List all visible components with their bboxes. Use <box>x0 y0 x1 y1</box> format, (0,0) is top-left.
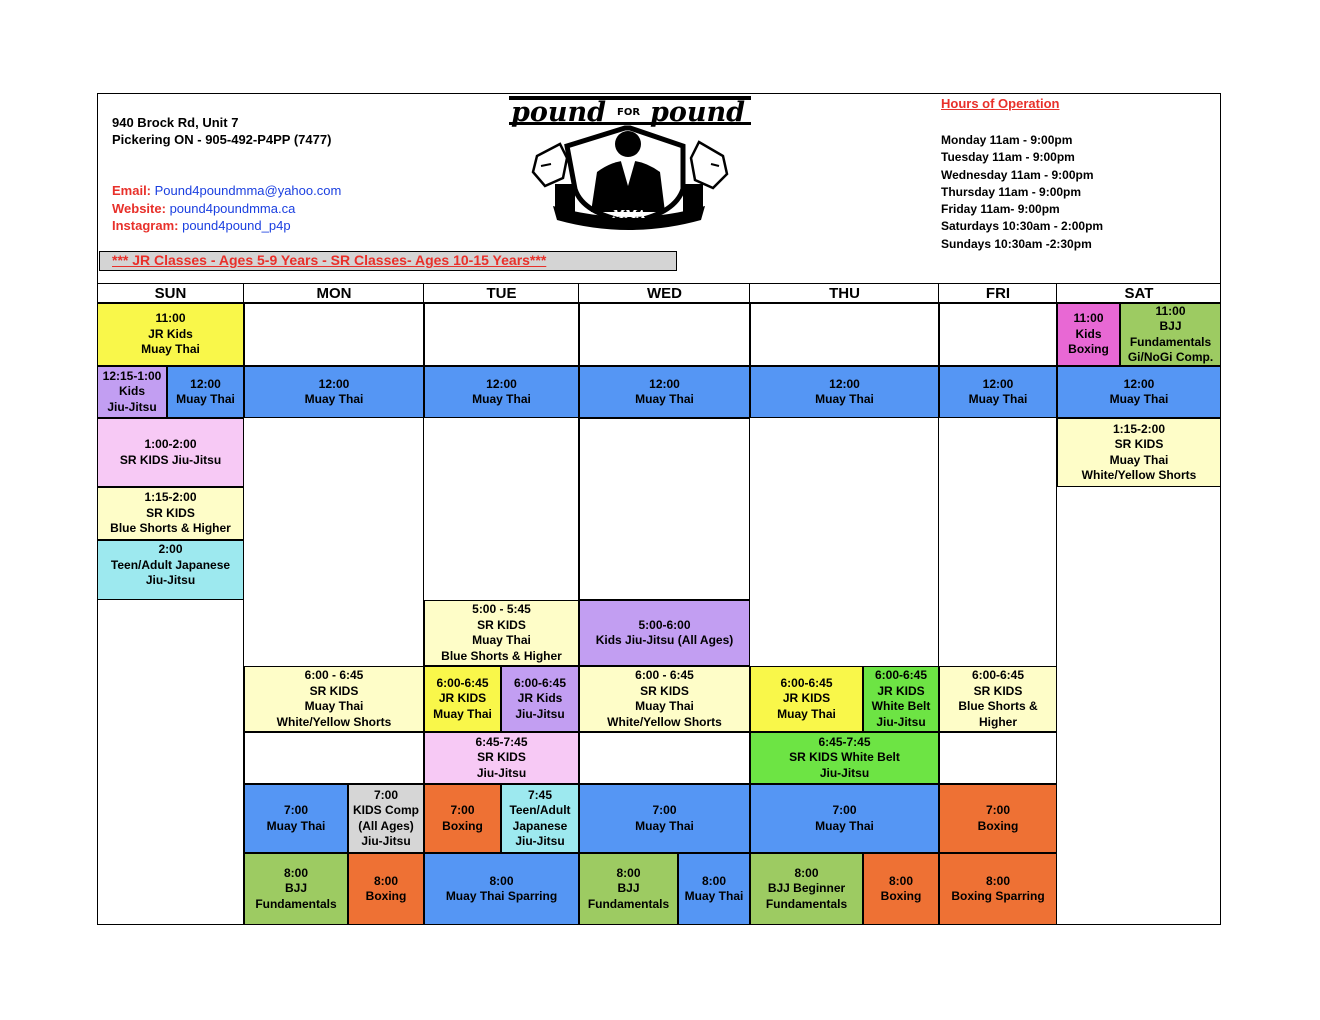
class-text-line: JR KIDS <box>438 691 487 706</box>
class-text-line: Blue Shorts & Higher <box>441 648 562 663</box>
address-line-1: 940 Brock Rd, Unit 7 <box>112 115 239 130</box>
day-header-wed: WED <box>579 283 750 303</box>
class-text-line: BJJ <box>617 881 640 896</box>
class-text-line: SR KIDS <box>309 683 359 698</box>
empty-slot <box>750 303 939 366</box>
address-line-2: Pickering ON - 905-492-P4PP (7477) <box>112 132 332 147</box>
class-text-line: KIDS Comp <box>353 803 419 817</box>
class-text-line: Gi/NoGi Comp. <box>1127 350 1214 364</box>
class-text-line: JR KIDS <box>877 683 925 698</box>
class-text-line: Higher <box>978 714 1017 729</box>
class-text-line: JR KIDS <box>782 691 831 706</box>
class-text-line: Fundamentals <box>587 896 670 911</box>
class-text-line: Muay Thai <box>266 818 326 833</box>
class-block[interactable] <box>1057 366 1221 418</box>
class-text-line: 12:00 <box>982 376 1014 391</box>
class-text-line: White/Yellow Shorts <box>1081 468 1197 482</box>
class-text-line: 6:45-7:45 <box>818 734 871 749</box>
class-text-line: 12:00 <box>829 376 860 391</box>
class-block[interactable] <box>97 303 244 366</box>
class-text-line: Kids Jiu-Jitsu (All Ages) <box>595 633 734 647</box>
class-block[interactable] <box>348 853 424 925</box>
day-header-tue: TUE <box>424 283 579 303</box>
class-text-line: Boxing <box>977 818 1019 833</box>
class-text-line: 6:00-6:45 <box>874 668 928 682</box>
hours-thursday: Thursday 11am - 9:00pm <box>941 184 1082 199</box>
class-text-line: SR KIDS <box>640 683 689 698</box>
class-text-line: Muay Thai <box>304 392 364 406</box>
class-block[interactable] <box>750 666 863 732</box>
website-link[interactable]: pound4poundmma.ca <box>169 200 296 216</box>
class-text-line: SR KIDS <box>477 750 526 765</box>
class-text-line: Boxing <box>880 889 922 903</box>
class-text-line: Japanese <box>512 818 568 833</box>
class-text-line: Jiu-Jitsu <box>361 834 411 848</box>
class-text-line: JR Kids <box>517 691 563 706</box>
class-block[interactable] <box>750 732 939 784</box>
class-text-line: Muay Thai <box>635 392 694 406</box>
class-block[interactable] <box>97 487 244 540</box>
class-text-line: SR KIDS <box>477 617 526 632</box>
class-text-line: 1:15-2:00 <box>144 490 197 505</box>
class-text-line: BJJ Beginner <box>767 881 846 896</box>
class-text-line: SR KIDS <box>1114 437 1164 451</box>
class-text-line: Jiu-Jitsu <box>819 765 870 780</box>
class-text-line: 12:15-1:00 <box>102 368 162 383</box>
class-block[interactable] <box>579 366 750 418</box>
class-text-line: 12:00 <box>318 376 350 391</box>
class-block[interactable] <box>97 418 244 487</box>
class-block[interactable] <box>424 784 501 853</box>
class-text-line: 8:00 <box>616 865 641 880</box>
empty-slot <box>579 303 750 366</box>
class-text-line: 11:00 <box>155 311 186 326</box>
class-text-line: Muay Thai Sparring <box>445 889 558 903</box>
class-block[interactable] <box>1120 303 1221 366</box>
class-block[interactable] <box>244 784 348 853</box>
class-text-line: 6:00-6:45 <box>971 668 1025 682</box>
class-text-line: 7:00 <box>985 803 1011 817</box>
class-text-line: Blue Shorts & Higher <box>110 521 231 536</box>
class-block[interactable] <box>750 784 939 853</box>
class-text-line: SR KIDS <box>146 505 195 520</box>
class-text-line: White/Yellow Shorts <box>276 714 392 729</box>
class-block[interactable] <box>579 600 750 666</box>
class-block[interactable] <box>678 853 750 925</box>
class-text-line: Blue Shorts & <box>958 699 1038 713</box>
class-text-line: 7:45 <box>527 787 553 802</box>
class-text-line: Muay Thai <box>141 342 200 357</box>
class-text-line: 8:00 <box>888 873 914 888</box>
class-text-line: 6:00-6:45 <box>513 675 567 690</box>
hours-tuesday: Tuesday 11am - 9:00pm <box>941 150 1075 165</box>
empty-slot <box>244 303 424 366</box>
class-text-line: Kids <box>118 384 145 399</box>
class-block[interactable] <box>97 540 244 600</box>
class-text-line: Jiu-Jitsu <box>476 765 527 780</box>
day-header-sun: SUN <box>97 283 244 303</box>
class-text-line: Muay Thai <box>635 818 694 833</box>
class-block[interactable] <box>863 853 939 925</box>
class-block[interactable] <box>424 600 579 666</box>
class-block[interactable] <box>1057 303 1120 366</box>
class-text-line: Teen/Adult Japanese <box>110 557 231 572</box>
day-header-thu: THU <box>750 283 939 303</box>
class-text-line: Fundamentals <box>255 896 337 911</box>
class-text-line: 6:45-7:45 <box>475 734 528 749</box>
class-block[interactable] <box>579 853 678 925</box>
class-text-line: Muay Thai <box>1109 392 1169 406</box>
class-text-line: (All Ages) <box>358 818 414 833</box>
class-text-line: 8:00 <box>373 873 399 888</box>
class-text-line: 1:15-2:00 <box>1112 421 1166 436</box>
class-text-line: Muay Thai <box>635 699 694 713</box>
instagram-label: Instagram: <box>112 218 179 233</box>
email-link[interactable]: Pound4poundmma@yahoo.com <box>154 183 342 198</box>
class-block[interactable] <box>579 784 750 853</box>
class-text-line: Muay Thai <box>304 699 364 713</box>
class-text-line: 6:00 - 6:45 <box>635 668 694 682</box>
class-text-line: 6:00-6:45 <box>780 675 833 690</box>
class-text-line: Boxing <box>442 818 483 833</box>
class-text-line: SR KIDS <box>973 683 1023 698</box>
class-text-line: 1:00-2:00 <box>144 437 197 451</box>
class-text-line: Fundamentals <box>1129 334 1212 349</box>
class-text-line: Muay Thai <box>472 633 531 647</box>
class-text-line: 12:00 <box>190 376 221 391</box>
class-block[interactable] <box>939 853 1057 925</box>
class-text-line: 2:00 <box>158 542 183 556</box>
class-text-line: BJJ <box>1159 319 1182 333</box>
hours-monday: Monday 11am - 9:00pm <box>941 133 1073 147</box>
day-header-fri: FRI <box>939 283 1057 303</box>
class-text-line: 12:00 <box>1123 376 1155 391</box>
class-text-line: Teen/Adult <box>509 803 571 817</box>
class-text-line: 8:00 <box>489 873 514 888</box>
class-block[interactable] <box>424 853 579 925</box>
class-block[interactable] <box>244 853 348 925</box>
hours-saturday: Saturdays 10:30am - 2:00pm <box>941 219 1104 234</box>
class-text-line: Muay Thai <box>968 392 1028 406</box>
class-text-line: 11:00 <box>1155 303 1186 318</box>
class-text-line: Muay Thai <box>684 889 744 903</box>
class-text-line: 7:00 <box>283 803 309 817</box>
class-text-line: Boxing <box>1068 342 1109 357</box>
instagram-link[interactable]: pound4pound_p4p <box>182 218 291 233</box>
class-text-line: 7:00 <box>373 787 399 802</box>
age-banner: *** JR Classes - Ages 5-9 Years - SR Classes- Ages 10-15 Years*** <box>99 251 677 271</box>
hours-wednesday: Wednesday 11am - 9:00pm <box>941 167 1094 182</box>
class-text-line: Boxing <box>365 889 407 903</box>
class-text-line: SR KIDS Jiu-Jitsu <box>119 452 222 467</box>
hours-friday: Friday 11am- 9:00pm <box>941 202 1060 217</box>
class-block[interactable] <box>348 784 424 853</box>
class-text-line: 5:00 - 5:45 <box>472 602 531 616</box>
class-text-line: Muay Thai <box>176 392 235 406</box>
pound-for-pound-logo <box>505 94 755 240</box>
class-text-line: Jiu-Jitsu <box>107 399 157 414</box>
logo-text-sub: MMA <box>612 208 646 221</box>
class-block[interactable] <box>750 366 939 418</box>
class-text-line: Muay Thai <box>1109 452 1169 467</box>
hours-title: Hours of Operation <box>941 96 1060 111</box>
empty-slot <box>579 418 750 600</box>
class-text-line: Jiu-Jitsu <box>876 714 926 729</box>
empty-slot <box>579 732 750 784</box>
class-text-line: 7:00 <box>832 803 857 817</box>
empty-slot <box>244 732 424 784</box>
class-block[interactable] <box>501 666 579 732</box>
class-block[interactable] <box>1057 418 1221 487</box>
class-block[interactable] <box>424 366 579 418</box>
class-text-line: 8:00 <box>701 873 727 888</box>
class-text-line: Muay Thai <box>777 706 836 721</box>
class-text-line: 6:00 - 6:45 <box>304 668 364 682</box>
class-text-line: 11:00 <box>1073 311 1104 326</box>
website-label: Website: <box>112 200 166 216</box>
class-text-line: Muay Thai <box>472 392 531 406</box>
class-text-line: 6:00-6:45 <box>436 675 489 690</box>
class-block[interactable] <box>424 732 579 784</box>
class-text-line: SR KIDS White Belt <box>789 750 900 765</box>
hours-sunday: Sundays 10:30am -2:30pm <box>941 236 1092 251</box>
class-text-line: Kids <box>1075 326 1102 341</box>
class-block[interactable] <box>939 666 1057 732</box>
class-text-line: 8:00 <box>794 865 819 880</box>
class-block[interactable] <box>244 366 424 418</box>
logo-text-right: pound <box>650 97 746 128</box>
class-text-line: White/Yellow Shorts <box>607 714 722 729</box>
class-text-line: BJJ <box>284 881 307 896</box>
class-text-line: 5:00-6:00 <box>638 617 691 632</box>
class-block[interactable] <box>244 666 424 732</box>
class-text-line: 12:00 <box>486 376 517 391</box>
class-text-line: Jiu-Jitsu <box>515 834 565 848</box>
class-text-line: Jiu-Jitsu <box>515 706 565 721</box>
day-header-sat: SAT <box>1057 283 1221 303</box>
empty-slot <box>939 303 1057 366</box>
class-block[interactable] <box>939 366 1057 418</box>
class-text-line: Fundamentals <box>765 896 848 911</box>
email-label: Email: <box>112 183 152 198</box>
class-block[interactable] <box>863 666 939 732</box>
class-text-line: Muay Thai <box>433 706 492 721</box>
class-block[interactable] <box>424 666 501 732</box>
class-block[interactable] <box>97 366 167 418</box>
hours-list <box>941 132 1103 253</box>
contact-block <box>112 182 341 235</box>
class-text-line: 8:00 <box>985 873 1011 888</box>
class-block[interactable] <box>167 366 244 418</box>
class-block[interactable] <box>501 784 579 853</box>
logo-text-left: pound <box>511 97 607 128</box>
logo-text-middle: FOR <box>617 107 641 118</box>
class-text-line: 8:00 <box>283 865 309 880</box>
class-text-line: JR Kids <box>148 326 193 341</box>
empty-slot <box>939 732 1057 784</box>
class-text-line: White Belt <box>871 699 931 713</box>
day-header-mon: MON <box>244 283 424 303</box>
class-text-line: Jiu-Jitsu <box>145 573 196 587</box>
address-block <box>112 114 331 148</box>
class-text-line: 12:00 <box>649 376 680 391</box>
class-block[interactable] <box>579 666 750 732</box>
class-text-line: 7:00 <box>450 803 475 817</box>
empty-slot <box>424 303 579 366</box>
class-text-line: Muay Thai <box>815 392 874 406</box>
class-text-line: Muay Thai <box>815 818 874 833</box>
class-block[interactable] <box>939 784 1057 853</box>
class-block[interactable] <box>750 853 863 925</box>
class-text-line: 7:00 <box>652 803 677 817</box>
class-text-line: Boxing Sparring <box>951 889 1045 903</box>
